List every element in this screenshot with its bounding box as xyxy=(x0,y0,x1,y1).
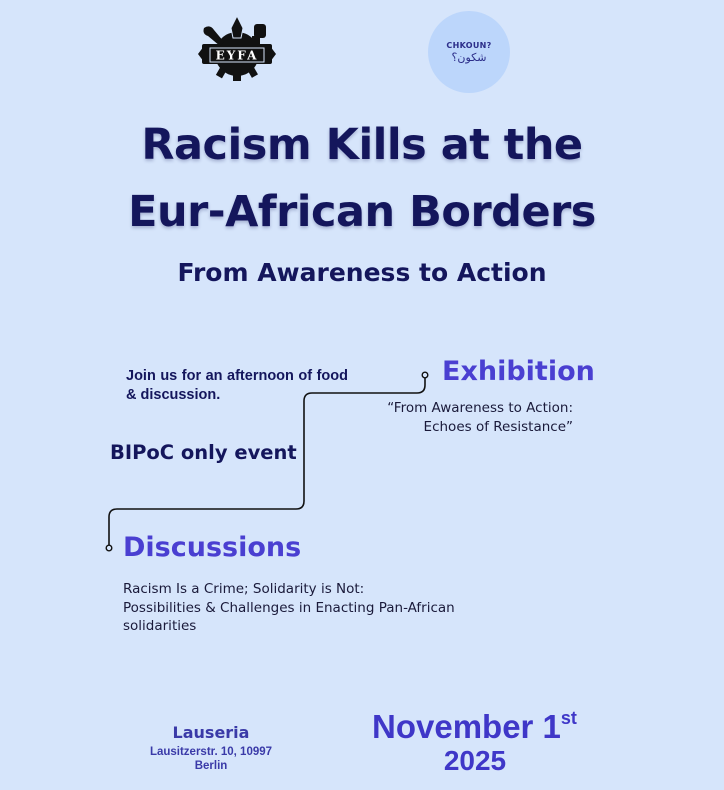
discussions-heading: Discussions xyxy=(123,532,302,563)
exhibition-line-2: Echoes of Resistance” xyxy=(423,419,573,435)
discussions-line-2: Possibilities & Challenges in Enacting Pan-African solidarities xyxy=(123,599,455,634)
bipoc-label: BIPoC only event xyxy=(110,441,297,464)
chkoun-logo xyxy=(428,11,510,93)
chkoun-logo-latin: CHKOUN? xyxy=(446,40,492,50)
discussions-description xyxy=(123,580,503,636)
event-date xyxy=(372,708,584,746)
venue-address: Lausitzerstr. 10, 10997 xyxy=(149,746,273,758)
venue-city: Berlin xyxy=(194,760,228,772)
gear-icon xyxy=(196,14,278,84)
event-date-suffix: st xyxy=(560,708,577,728)
event-date-day: November 1 xyxy=(372,708,561,745)
eyfa-logo xyxy=(196,14,278,84)
discussions-line-1: Racism Is a Crime; Solidarity is Not: xyxy=(123,581,365,597)
timeline-dot-bottom xyxy=(106,545,112,551)
exhibition-description xyxy=(360,399,573,437)
subtitle: From Awareness to Action xyxy=(177,258,547,287)
venue-name: Lauseria xyxy=(172,723,250,742)
title-line-2: Eur-African Borders xyxy=(128,187,596,237)
chkoun-logo-arabic: شكون؟ xyxy=(451,50,487,64)
eyfa-logo-text: EYFA xyxy=(215,48,259,63)
event-year: 2025 xyxy=(443,745,507,776)
title-line-1: Racism Kills at the xyxy=(141,120,583,170)
exhibition-line-1: “From Awareness to Action: xyxy=(387,400,573,416)
timeline-dot-top xyxy=(422,372,428,378)
exhibition-heading: Exhibition xyxy=(442,356,595,387)
intro-text: Join us for an afternoon of food & discussion. xyxy=(126,368,348,403)
